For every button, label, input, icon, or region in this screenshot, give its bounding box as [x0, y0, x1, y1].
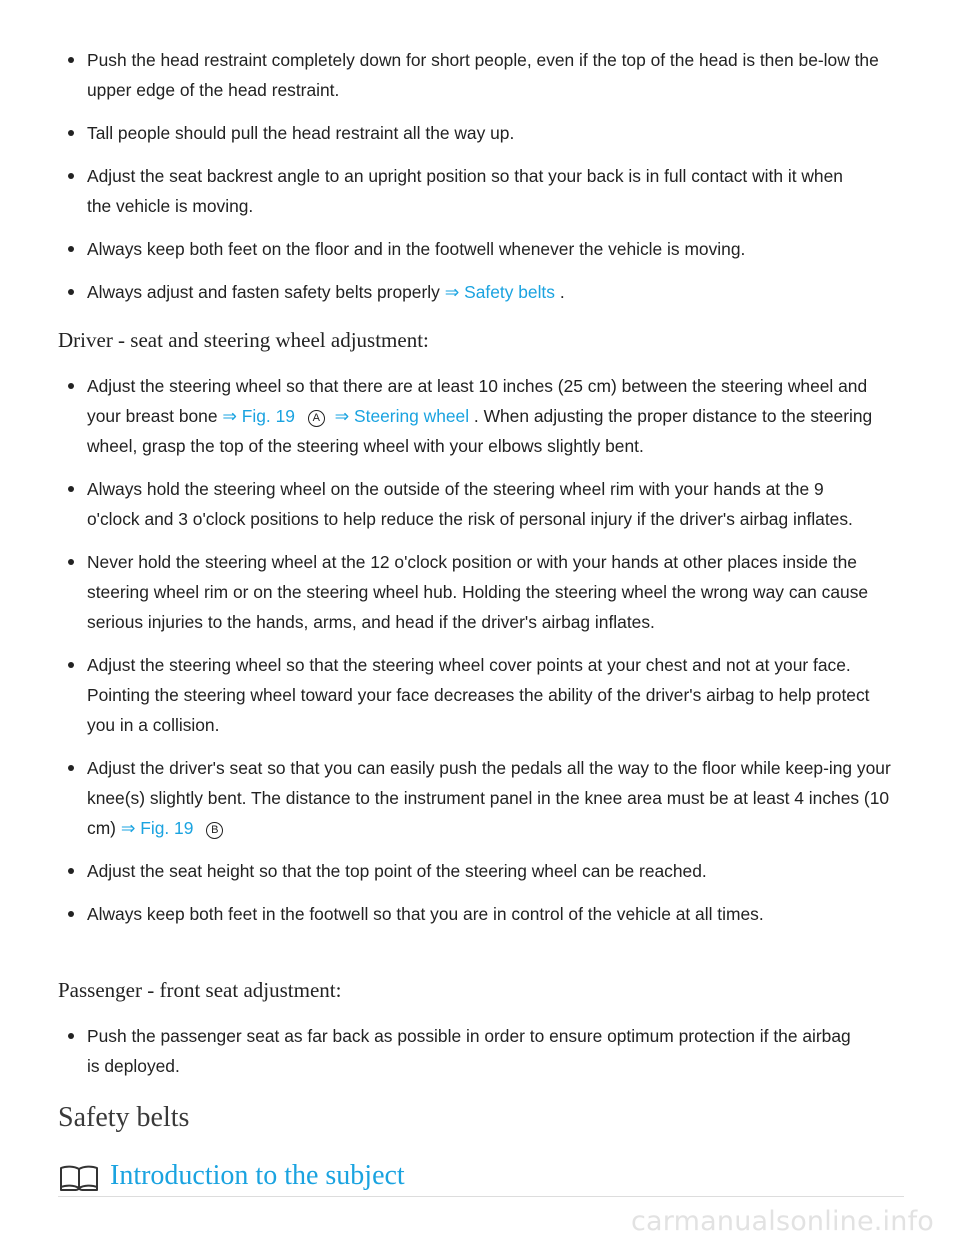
list-item: [60, 45, 900, 105]
list-item-text: Always keep both feet on the floor and in the footwell whenever the vehicle is moving.: [87, 239, 746, 259]
list-item-text: Adjust the steering wheel so that the steering wheel cover points at your chest and not at your face. Pointing the steering wheel toward your face decreases the ability of the driver's airbag to help protect you in a collision.: [87, 655, 870, 735]
list-item-text: .: [559, 282, 565, 302]
bullet-dot: [68, 383, 74, 389]
bullet-dot: [68, 765, 74, 771]
watermark: carmanualsonline.info: [631, 1206, 934, 1237]
intro-title[interactable]: Introduction to the subject: [110, 1160, 405, 1191]
passenger-list: [60, 1021, 900, 1094]
list-item: [60, 277, 900, 307]
list-item: [60, 161, 900, 221]
bullet-dot: [68, 868, 74, 874]
list-item: [60, 753, 900, 843]
list-item-text: Adjust the seat height so that the top point of the steering wheel can be reached.: [87, 861, 707, 881]
list-item-text: Adjust the steering wheel so that there are at least 10 inches (25 cm) between the steering wheel and your breast bone: [87, 376, 868, 426]
bullet-dot: [68, 246, 74, 252]
list-item: [60, 856, 900, 886]
section-title: Safety belts: [58, 1102, 190, 1133]
bullet-dot: [68, 1033, 74, 1039]
bullet-dot: [68, 57, 74, 63]
driver-list: [60, 371, 900, 942]
list-item-text: Always adjust and fasten safety belts properly: [87, 282, 440, 302]
safety-belts-link[interactable]: ⇒ Safety belts: [444, 282, 555, 302]
bullet-dot: [68, 173, 74, 179]
list-item-body: [87, 753, 892, 843]
list-item: [60, 547, 900, 637]
open-book-icon: [58, 1164, 100, 1192]
list-item-text: Always keep both feet in the footwell so that you are in control of the vehicle at all times.: [87, 904, 764, 924]
fig-19-link[interactable]: ⇒ Fig. 19: [222, 406, 295, 426]
bullet-dot: [68, 559, 74, 565]
steering-wheel-link[interactable]: ⇒ Steering wheel: [334, 406, 470, 426]
list-item-text: Push the head restraint completely down for short people, even if the top of the head is then be-low the upper edge of the head restraint.: [87, 50, 879, 100]
bullet-dot: [68, 662, 74, 668]
bullet-dot: [68, 289, 74, 295]
list-item-text: . When adjusting the proper distance to the steering wheel, grasp the top of the steering wheel with your elbows slightly bent.: [87, 406, 873, 456]
callout-a-marker: A: [308, 410, 325, 427]
list-item: [60, 650, 900, 740]
bullet-dot: [68, 130, 74, 136]
callout-b-marker: B: [206, 822, 223, 839]
list-item: [60, 118, 900, 148]
list-item-text: Tall people should pull the head restraint all the way up.: [87, 123, 515, 143]
fig-19-link[interactable]: ⇒ Fig. 19: [120, 818, 194, 838]
bullet-dot: [68, 911, 74, 917]
passenger-heading: Passenger - front seat adjustment:: [58, 978, 342, 1002]
list-item: [60, 474, 900, 534]
list-item-text: Always hold the steering wheel on the outside of the steering wheel rim with your hands at the 9 o'clock and 3 o'clock positions to help reduce the risk of personal injury if the driver's airbag inflates.: [87, 479, 853, 529]
intro-header[interactable]: [58, 1158, 904, 1197]
list-item: [60, 234, 900, 264]
list-item: [60, 1021, 900, 1081]
bullet-dot: [68, 486, 74, 492]
list-item-text: Adjust the seat backrest angle to an upright position so that your back is in full contact with it when the vehicle is moving.: [87, 166, 843, 216]
driver-heading: Driver - seat and steering wheel adjustment:: [58, 328, 429, 352]
list-item-text: Push the passenger seat as far back as possible in order to ensure optimum protection if the airbag is deployed.: [87, 1026, 851, 1076]
list-item-text: Never hold the steering wheel at the 12 o'clock position or with your hands at other places inside the steering wheel rim or on the steering wheel hub. Holding the steering wheel the wrong way can cause serious injuries to the hands, arms, and head if the driver's airbag inflates.: [87, 552, 869, 632]
list-item: [60, 371, 900, 461]
list-item-text: Adjust the driver's seat so that you can easily push the pedals all the way to the floor while keep-ing your knee(s) slightly bent. The distance to the instrument panel in the knee area must be at least 4 inches (10 cm): [87, 758, 891, 838]
head-restraint-list: [60, 45, 900, 320]
list-item: [60, 899, 900, 929]
